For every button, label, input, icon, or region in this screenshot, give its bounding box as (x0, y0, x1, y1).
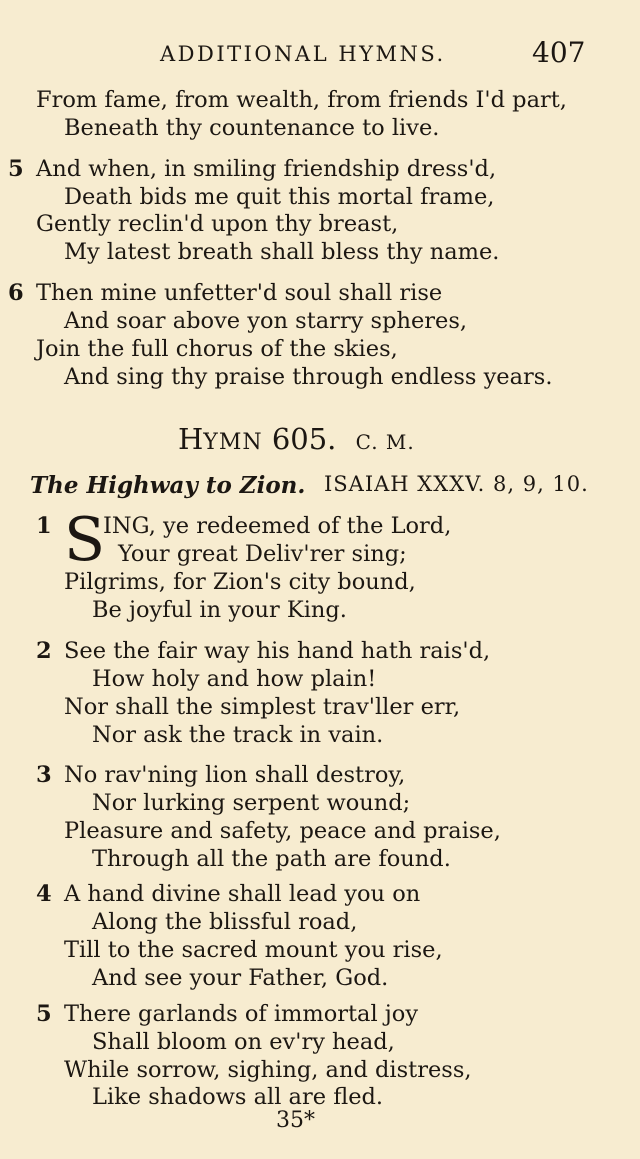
verse-line: Through all the path are found. (92, 846, 451, 872)
verse-line: Then mine unfetter'd soul shall rise (36, 280, 443, 306)
stanza-number: 4 (36, 881, 52, 907)
verse-line: Nor shall the simplest trav'ller err, (64, 694, 461, 720)
verse-line: ING, ye redeemed of the Lord, (103, 513, 452, 539)
stanza-number: 1 (36, 513, 52, 539)
signature-mark: 35* (276, 1108, 315, 1133)
verse-line: And soar above yon starry spheres, (64, 308, 468, 334)
verse-line: Be joyful in your King. (92, 597, 347, 623)
verse-line: And see your Father, God. (92, 965, 389, 991)
verse-line: While sorrow, sighing, and distress, (64, 1057, 472, 1083)
verse-line: Till to the sacred mount you rise, (64, 937, 443, 963)
scripture-reference: ISAIAH XXXV. 8, 9, 10. (324, 472, 589, 496)
verse-line: My latest breath shall bless thy name. (64, 239, 500, 265)
verse-line: There garlands of immortal joy (64, 1001, 419, 1027)
running-title: ADDITIONAL HYMNS. (160, 42, 446, 66)
verse-line: Your great Deliv'rer sing; (118, 541, 407, 567)
hymn-title (178, 422, 415, 456)
verse-line: Nor lurking serpent wound; (92, 790, 411, 816)
verse-line: Like shadows all are fled. (92, 1084, 384, 1110)
verse-line: Join the full chorus of the skies, (36, 336, 398, 362)
verse-line: No rav'ning lion shall destroy, (64, 762, 406, 788)
verse-line: Gently reclin'd upon thy breast, (36, 211, 399, 237)
hymn-subtitle (30, 472, 589, 499)
stanza-number: 2 (36, 638, 52, 664)
hymn-label-initial: H (178, 422, 204, 456)
verse-line: Shall bloom on ev'ry head, (92, 1029, 395, 1055)
verse-line: From fame, from wealth, from friends I'd part, (36, 87, 567, 113)
hymn-meter: C. M. (355, 430, 415, 454)
verse-line: And sing thy praise through endless years. (64, 364, 553, 390)
hymn-theme: The Highway to Zion. (30, 472, 306, 499)
verse-line: Beneath thy countenance to live. (64, 115, 440, 141)
verse-line: Death bids me quit this mortal frame, (64, 184, 495, 210)
stanza-number: 3 (36, 762, 52, 788)
verse-line: A hand divine shall lead you on (64, 881, 421, 907)
hymn-label-rest: YMN (203, 430, 263, 455)
verse-line: Nor ask the track in vain. (92, 722, 384, 748)
stanza-number: 5 (8, 156, 24, 182)
verse-line: Pleasure and safety, peace and praise, (64, 818, 501, 844)
verse-line: And when, in smiling friendship dress'd, (36, 156, 497, 182)
stanza-number: 5 (36, 1001, 52, 1027)
drop-cap: S (64, 505, 106, 575)
verse-line: Pilgrims, for Zion's city bound, (64, 569, 416, 595)
running-header (0, 36, 640, 76)
verse-line: How holy and how plain! (92, 666, 377, 692)
hymn-number: 605. (271, 422, 337, 456)
page-number: 407 (532, 36, 586, 69)
stanza-number: 6 (8, 280, 24, 306)
verse-line: Along the blissful road, (92, 909, 358, 935)
verse-line: See the fair way his hand hath rais'd, (64, 638, 491, 664)
